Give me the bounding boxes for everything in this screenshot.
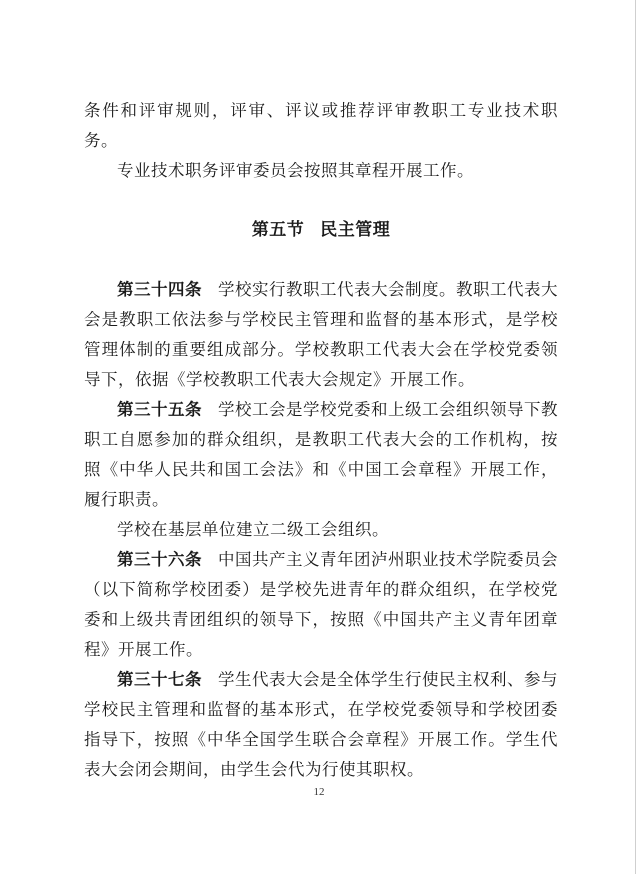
article-text: 学校实行教职工代表大会制度。教职工代表大会是教职工依法参与学校民主管理和监督的基本形式，是学校管理体制的重要组成部分。学校教职工代表大会在学校党委领导下，依据《学校教职工代表大会规定》开展工作。 — [84, 280, 558, 389]
article-35-continued — [84, 515, 558, 545]
section-number: 第五节 — [251, 220, 305, 240]
article-text: 学校工会是学校党委和上级工会组织领导下教职工自愿参加的群众组织，是教职工代表大会的工作机构，按照《中华人民共和国工会法》和《中国工会章程》开展工作，履行职责。 — [84, 400, 558, 509]
article-label: 第三十六条 — [117, 550, 202, 569]
article-text: 学校在基层单位建立二级工会组织。 — [117, 520, 389, 539]
document-page — [84, 96, 558, 785]
section-heading — [84, 215, 558, 245]
article-37 — [84, 665, 558, 785]
continued-paragraph: 条件和评审规则，评审、评议或推荐评审教职工专业技术职务。 — [84, 101, 558, 150]
page-edge-rule — [635, 0, 636, 874]
section-title: 民主管理 — [320, 220, 391, 240]
article-label: 第三十五条 — [117, 400, 202, 419]
article-text: 学生代表大会是全体学生行使民主权利、参与学校民主管理和监督的基本形式，在学校党委领导和学校团委指导下，按照《中华全国学生联合会章程》开展工作。学生代表大会闭会期间，由学生会代为行使其职权。 — [84, 670, 558, 779]
committee-paragraph: 专业技术职务评审委员会按照其章程开展工作。 — [117, 161, 474, 180]
article-34 — [84, 275, 558, 395]
article-36 — [84, 545, 558, 665]
article-text: 中国共产主义青年团泸州职业技术学院委员会（以下简称学校团委）是学校先进青年的群众组织，在学校党委和上级共青团组织的领导下，按照《中国共产主义青年团章程》开展工作。 — [84, 550, 558, 659]
article-35 — [84, 395, 558, 515]
article-label: 第三十四条 — [117, 280, 202, 299]
page-number: 12 — [313, 786, 325, 798]
article-label: 第三十七条 — [117, 670, 202, 689]
